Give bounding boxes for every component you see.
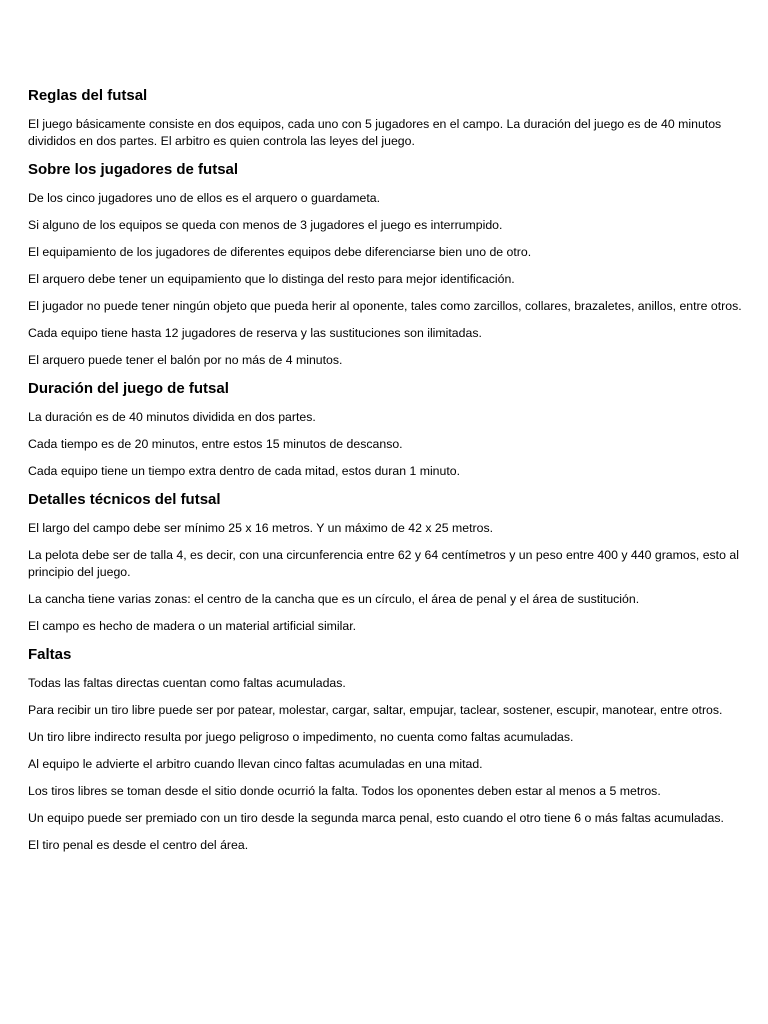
section-title: Detalles técnicos del futsal [28,491,221,508]
paragraph: Al equipo le advierte el arbitro cuando llevan cinco faltas acumuladas en una mitad. [28,757,483,771]
section-reglas [28,86,750,150]
section-detalles-tecnicos [28,490,750,635]
paragraph: Los tiros libres se toman desde el sitio donde ocurrió la falta. Todos los oponentes deben estar al menos a 5 metros. [28,784,661,798]
paragraph: El equipamiento de los jugadores de diferentes equipos debe diferenciarse bien uno de otro. [28,245,532,259]
paragraph: Cada equipo tiene un tiempo extra dentro de cada mitad, estos duran 1 minuto. [28,464,461,478]
paragraph: Para recibir un tiro libre puede ser por patear, molestar, cargar, saltar, empujar, taclear, sostener, escupir, manotear, entre otros. [28,703,723,717]
paragraph: Todas las faltas directas cuentan como faltas acumuladas. [28,676,346,690]
paragraph: El juego básicamente consiste en dos equipos, cada uno con 5 jugadores en el campo. La duración del juego es de 40 minutos divididos en dos partes. El arbitro es quien controla las leyes del juego. [28,117,722,148]
section-title: Sobre los jugadores de futsal [28,161,239,178]
paragraph: El arquero debe tener un equipamiento que lo distinga del resto para mejor identificación. [28,272,515,286]
section-duracion [28,379,750,480]
paragraph: El tiro penal es desde el centro del área. [28,838,249,852]
section-jugadores [28,160,750,369]
paragraph: Cada equipo tiene hasta 12 jugadores de reserva y las sustituciones son ilimitadas. [28,326,482,340]
paragraph: Un equipo puede ser premiado con un tiro desde la segunda marca penal, esto cuando el otro tiene 6 o más faltas acumuladas. [28,811,724,825]
paragraph: La duración es de 40 minutos dividida en dos partes. [28,410,316,424]
section-faltas [28,645,750,854]
section-title: Duración del juego de futsal [28,380,229,397]
paragraph: El campo es hecho de madera o un material artificial similar. [28,619,357,633]
paragraph: La pelota debe ser de talla 4, es decir, con una circunferencia entre 62 y 64 centímetros y un peso entre 400 y 440 gramos, esto al principio del juego. [28,548,739,579]
paragraph: El jugador no puede tener ningún objeto que pueda herir al oponente, tales como zarcillos, collares, brazaletes, anillos, entre otros. [28,299,742,313]
paragraph: La cancha tiene varias zonas: el centro de la cancha que es un círculo, el área de penal y el área de sustitución. [28,592,640,606]
section-title: Reglas del futsal [28,87,148,104]
section-title: Faltas [28,646,72,663]
paragraph: Si alguno de los equipos se queda con menos de 3 jugadores el juego es interrumpido. [28,218,503,232]
paragraph: El largo del campo debe ser mínimo 25 x 16 metros. Y un máximo de 42 x 25 metros. [28,521,494,535]
paragraph: El arquero puede tener el balón por no más de 4 minutos. [28,353,343,367]
paragraph: Cada tiempo es de 20 minutos, entre estos 15 minutos de descanso. [28,437,403,451]
paragraph: Un tiro libre indirecto resulta por juego peligroso o impedimento, no cuenta como faltas acumuladas. [28,730,574,744]
paragraph: De los cinco jugadores uno de ellos es el arquero o guardameta. [28,191,381,205]
